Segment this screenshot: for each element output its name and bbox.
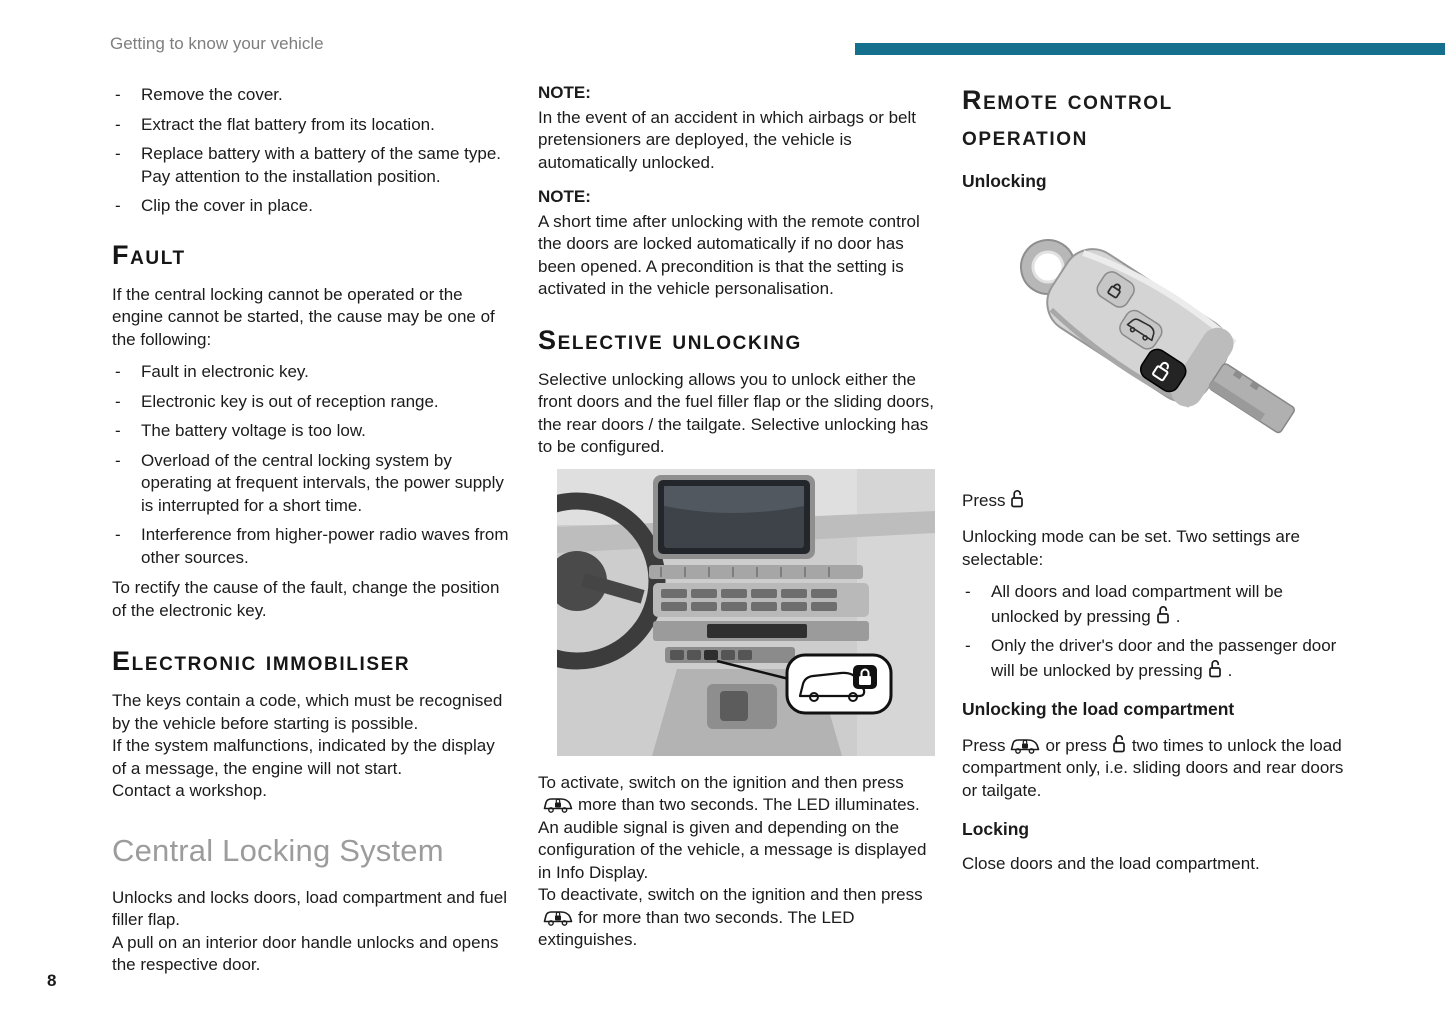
list-item — [112, 420, 512, 443]
list-item — [962, 581, 1344, 628]
list-item-text: Interference from higher-power radio waves from other sources. — [141, 525, 509, 567]
column-right — [962, 82, 1344, 885]
fault-outro: To rectify the cause of the fault, change the position of the electronic key. — [112, 578, 500, 620]
immobiliser-paragraph: If the system malfunctions, indicated by the display of a message, the engine will not start. — [112, 736, 495, 778]
selective-unlocking-button-row — [665, 647, 795, 663]
remote-title-line1: Remote control — [962, 85, 1173, 115]
unlocking-subheading: Unlocking — [962, 171, 1047, 191]
list-item — [112, 391, 512, 414]
dashboard-photo — [557, 469, 935, 756]
central-locking-paragraph: Unlocks and locks doors, load compartment and fuel filler flap. — [112, 887, 507, 929]
fault-intro: If the central locking cannot be operated or the engine cannot be started, the cause may be one of the following: — [112, 284, 495, 349]
dashboard-illustration — [557, 469, 935, 756]
list-item-text: Electronic key is out of reception range. — [141, 391, 439, 411]
list-item-text: Remove the cover. — [141, 85, 283, 104]
list-item — [112, 524, 512, 569]
chapter-title-central-locking: Central Locking System — [112, 832, 444, 868]
air-vents — [649, 565, 863, 579]
column-left — [112, 82, 512, 977]
activate-paragraph — [538, 772, 937, 817]
running-header: Getting to know your vehicle — [110, 34, 324, 53]
lock-icon — [853, 665, 877, 689]
note-text: In the event of an accident in which airbags or belt pretensioners are deployed, the vehicle is automatically unlocked. — [538, 107, 917, 172]
list-item-text: Extract the flat battery from its location. — [141, 114, 435, 134]
note-label: NOTE: — [538, 187, 591, 206]
deactivate-paragraph — [538, 884, 937, 952]
deactivate-text-post: for more than two seconds. The LED extinguishes. — [538, 907, 855, 949]
section-title-selective-unlocking: Selective unlocking — [538, 324, 802, 355]
unlock-icon — [1112, 733, 1127, 753]
list-item-text: Replace battery with a battery of the same type. Pay attention to the installation position. — [141, 144, 502, 186]
load-compartment-subheading: Unlocking the load compartment — [962, 699, 1235, 719]
locking-subheading: Locking — [962, 819, 1030, 839]
unlock-icon — [1208, 658, 1223, 678]
unlock-settings-list — [962, 581, 1344, 682]
immobiliser-paragraph: The keys contain a code, which must be recognised by the vehicle before starting is possible. — [112, 691, 503, 733]
list-item-text: . — [1227, 660, 1233, 680]
list-item — [112, 361, 512, 384]
load-text-post: two times to unlock the load compartment only, i.e. sliding doors and rear doors or tailgate. — [962, 735, 1344, 800]
section-title-fault: Fault — [112, 239, 186, 270]
fault-causes-list — [112, 361, 512, 569]
list-item-text: Only the driver's door and the passenger door will be unlocked by pressing — [991, 636, 1337, 680]
remote-title-line2: operation — [962, 121, 1088, 151]
list-item-text: The battery voltage is too low. — [141, 421, 366, 440]
list-item — [112, 143, 512, 188]
list-item-text: All doors and load compartment will be unlocked by pressing — [991, 582, 1283, 626]
list-item — [112, 114, 512, 137]
battery-steps-list — [112, 84, 512, 218]
list-item — [112, 84, 512, 107]
list-item-text: Clip the cover in place. — [141, 196, 313, 215]
locking-paragraph: Close doors and the load compartment. — [962, 853, 1260, 873]
header-accent-bar — [855, 43, 1445, 55]
press-unlock-line — [962, 488, 1344, 513]
load-compartment-paragraph — [962, 733, 1344, 803]
selective-intro: Selective unlocking allows you to unlock either the front doors and the fuel filler flap or the sliding doors, the rear doors / the tailgate. Selective unlocking has to be configured. — [538, 369, 934, 456]
page-number: 8 — [47, 971, 57, 990]
immobiliser-paragraph: Contact a workshop. — [112, 781, 267, 800]
list-item — [112, 450, 512, 518]
audible-paragraph: An audible signal is given and depending on the configuration of the vehicle, a message is displayed in Info Display. — [538, 817, 927, 882]
list-item-text: Fault in electronic key. — [141, 362, 309, 381]
column-middle — [538, 82, 937, 952]
list-item-text: Overload of the central locking system by operating at frequent intervals, the power supply is interrupted for a short time. — [141, 450, 504, 515]
deactivate-text-pre: To deactivate, switch on the ignition and then press — [538, 885, 923, 904]
activate-text-post: more than two seconds. The LED illuminates. — [578, 795, 920, 814]
van-lock-icon — [543, 796, 573, 814]
press-label: Press — [962, 490, 1006, 510]
touchscreen — [653, 475, 815, 559]
list-item-text: . — [1175, 606, 1181, 626]
list-item — [112, 195, 512, 218]
van-lock-icon — [543, 909, 573, 927]
climate-control-panel — [653, 583, 869, 641]
note-label: NOTE: — [538, 83, 591, 102]
key-blade — [1208, 362, 1296, 433]
central-locking-paragraph: A pull on an interior door handle unlocks and opens the respective door. — [112, 932, 499, 974]
section-title-immobiliser: Electronic immobiliser — [112, 646, 411, 676]
unlock-icon — [1010, 488, 1025, 508]
note-text: A short time after unlocking with the remote control the doors are locked automatically if no door has been opened. A precondition is that the setting is activated in the vehicle personalisation. — [538, 211, 920, 298]
load-text-pre: Press — [962, 735, 1006, 755]
key-fob-illustration — [1010, 205, 1305, 480]
van-lock-icon — [1010, 737, 1040, 755]
van-lock-callout-bubble — [787, 655, 891, 713]
unlock-mode-paragraph: Unlocking mode can be set. Two settings are selectable: — [962, 527, 1300, 569]
activate-text-pre: To activate, switch on the ignition and then press — [538, 772, 904, 792]
unlock-icon — [1156, 604, 1171, 624]
remote-key-photo — [1010, 205, 1305, 480]
load-text-mid: or press — [1045, 735, 1107, 755]
list-item — [962, 635, 1344, 682]
section-title-remote-control — [962, 82, 1344, 154]
